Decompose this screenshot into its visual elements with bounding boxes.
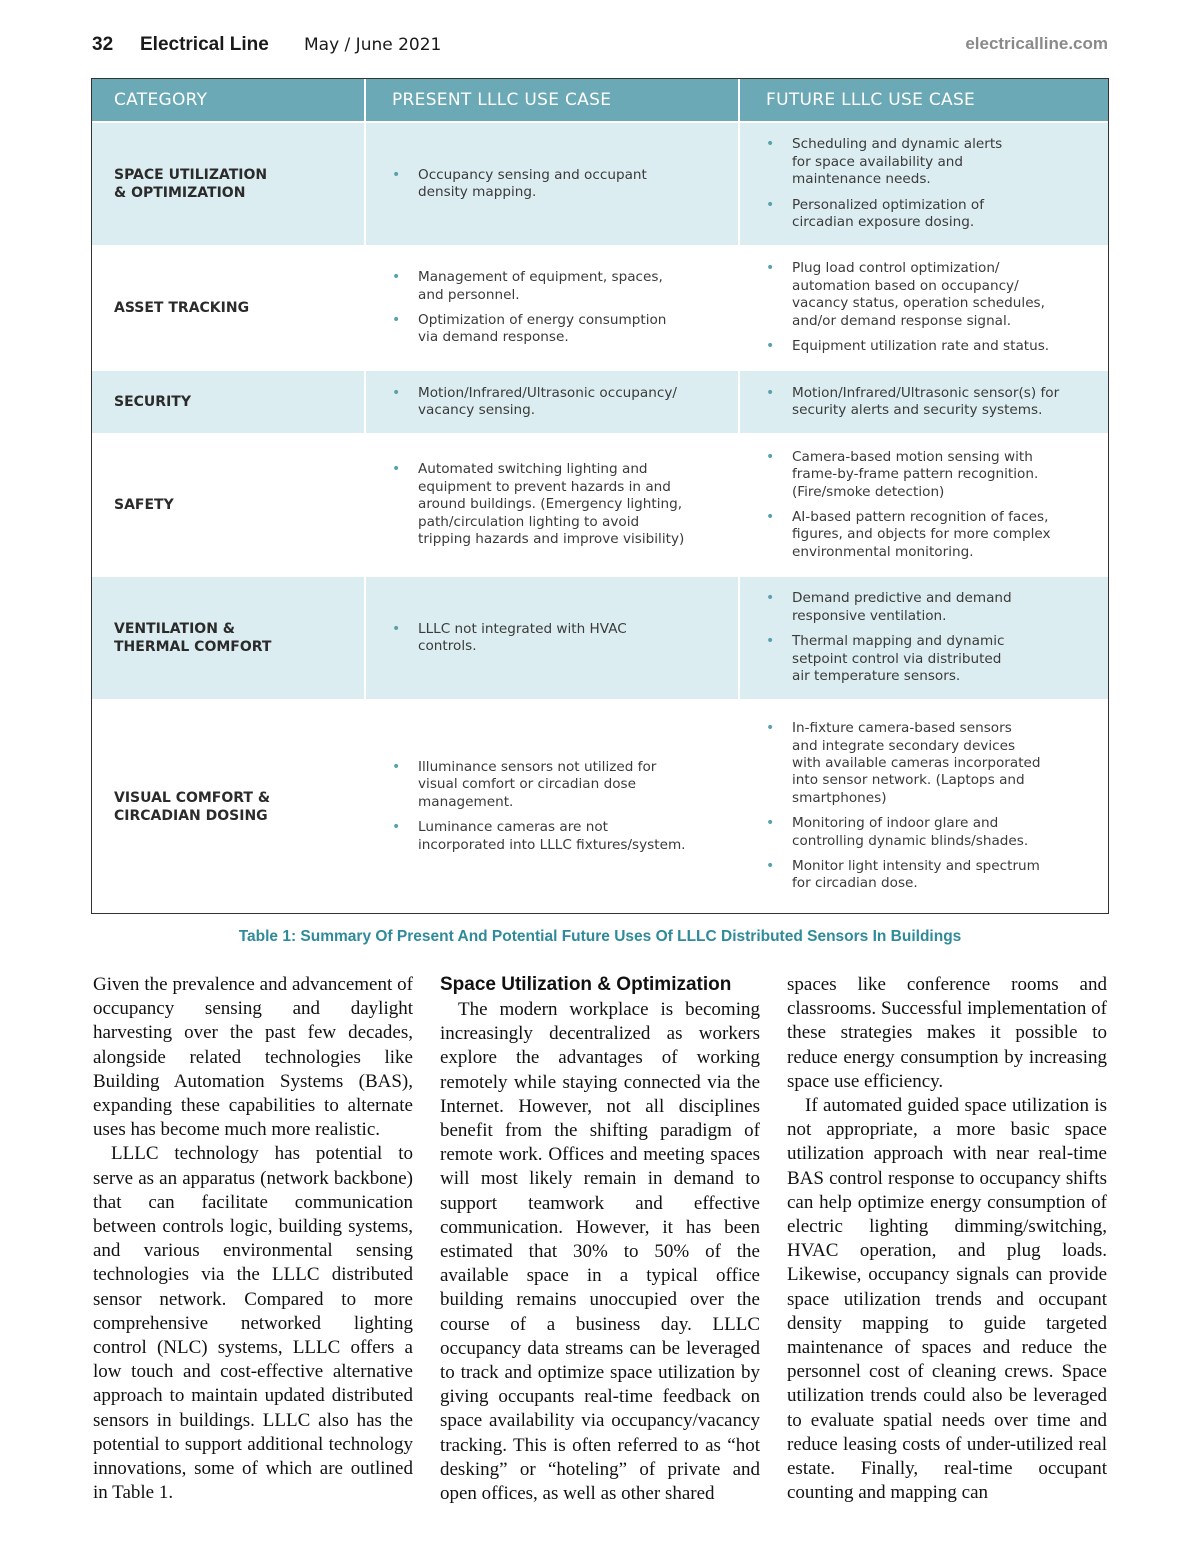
article-column-2	[440, 973, 760, 1506]
bullet-icon: •	[766, 260, 775, 277]
issue-date: May / June 2021	[304, 35, 442, 55]
bullet-item: • Luminance cameras are not incorporated into LLLC fixtures/system.	[392, 819, 686, 853]
bullet-icon: •	[766, 448, 775, 465]
bullet-icon: •	[766, 384, 775, 401]
row-category: VENTILATION & THERMAL COMFORT	[114, 621, 272, 655]
paragraph: If automated guided space utilization is not appropriate, a more basic space utilization approach with near real-time BAS control response to occupancy shifts can help optimize energy consumption of electric lighting dimming/switching, HVAC operation, and plug loads. Likewise, occupancy signals can provide space utilization trends and occupant density mapping to guide targeted maintenance of spaces and reduce the personnel cost of cleaning crews. Space utilization trends could also be leveraged to evaluate spatial needs over time and reduce leasing costs of under-utilized real estate. Finally, real-time occupant counting and mapping can	[787, 1095, 1107, 1504]
bullet-item: • Personalized optimization of circadian exposure dosing.	[766, 196, 985, 231]
bullet-icon: •	[392, 269, 401, 286]
header-present: PRESENT LLLC USE CASE	[392, 90, 612, 110]
bullet-item: • Motion/Infrared/Ultrasonic occupancy/ vacancy sensing.	[392, 384, 677, 418]
row-category: SAFETY	[114, 497, 174, 513]
bullet-item: • Optimization of energy consumption via demand response.	[392, 312, 667, 346]
bullet-icon: •	[766, 338, 775, 355]
article-column-1	[93, 973, 413, 1505]
bullet-icon: •	[392, 166, 401, 183]
table-row	[92, 123, 1108, 245]
table-row	[92, 246, 1108, 370]
header-category: CATEGORY	[114, 90, 208, 110]
table-row	[92, 371, 1108, 433]
paragraph: spaces like conference rooms and classrooms. Successful implementation of these strategies makes it possible to reduce energy consumption by increasing space use efficiency.	[787, 974, 1107, 1092]
bullet-item: • Management of equipment, spaces, and personnel.	[392, 269, 663, 303]
magazine-name: Electrical Line	[140, 34, 269, 55]
bullet-item: • LLLC not integrated with HVAC controls.	[392, 620, 627, 654]
bullet-icon: •	[766, 633, 775, 650]
bullet-item: • AI-based pattern recognition of faces, figures, and objects for more complex environmental monitoring.	[766, 509, 1051, 560]
bullet-icon: •	[392, 620, 401, 637]
bullet-item: • Occupancy sensing and occupant density mapping.	[392, 166, 647, 200]
bullet-item: • Motion/Infrared/Ultrasonic sensor(s) for security alerts and security systems.	[766, 384, 1060, 418]
table-header-row	[92, 79, 1108, 121]
page-number: 32	[92, 34, 114, 55]
bullet-item: • In-fixture camera-based sensors and integrate secondary devices with available cameras incorporated into sensor network. (Laptops and smartphones)	[766, 720, 1041, 806]
section-heading: Space Utilization & Optimization	[440, 974, 732, 995]
bullet-item: • Illuminance sensors not utilized for visual comfort or circadian dose management.	[392, 758, 657, 810]
bullet-item: • Scheduling and dynamic alerts for space availability and maintenance needs.	[766, 136, 1003, 188]
paragraph: LLLC technology has potential to serve as an apparatus (network backbone) that can facilitate communication between controls logic, building systems, and various environmental sensing technologies via the LLLC distributed sensor network. Compared to more comprehensive networked lighting control (NLC) systems, LLLC offers a low touch and cost-effective alternative approach to maintain updated distributed sensors in buildings. LLLC also has the potential to support additional technology innovations, some of which are outlined in Table 1.	[93, 1143, 413, 1504]
row-category: SECURITY	[114, 394, 191, 410]
row-category: VISUAL COMFORT & CIRCADIAN DOSING	[114, 789, 271, 824]
paragraph: The modern workplace is becoming increasingly decentralized as workers explore the advantages of working remotely while staying connected via the Internet. However, not all disciplines benefit from the shifting paradigm of remote work. Offices and meeting spaces will most likely remain in demand to support teamwork and effective communication. However, it has been estimated that 30% to 50% of the available space in a typical office building remains unoccupied over the course of a business day. LLLC occupancy data streams can be leveraged to track and optimize space utilization by giving occupants real-time feedback on space availability via occupancy/vacancy tracking. This is often referred to as “hot desking” or “hoteling” of private and open offices, as well as other shared	[440, 999, 760, 1505]
bullet-icon: •	[766, 720, 775, 737]
table-row	[92, 700, 1108, 913]
summary-table	[91, 78, 1109, 914]
row-category: ASSET TRACKING	[114, 300, 250, 316]
bullet-icon: •	[392, 819, 401, 836]
table-row	[92, 577, 1108, 699]
bullet-item: • Monitoring of indoor glare and controlling dynamic blinds/shades.	[766, 815, 1029, 849]
bullet-item: • Automated switching lighting and equipment to prevent hazards in and around buildings. (Emergency lighting, path/circulation lighting to avoid tripping hazards and improve visibility)	[392, 461, 685, 548]
bullet-icon: •	[766, 815, 775, 832]
bullet-icon: •	[766, 590, 775, 607]
bullet-icon: •	[766, 136, 775, 153]
bullet-icon: •	[392, 758, 401, 775]
bullet-item: • Plug load control optimization/ automation based on occupancy/ vacancy status, operation schedules, and/or demand response signal.	[766, 260, 1045, 329]
bullet-item: • Equipment utilization rate and status.	[766, 338, 1050, 355]
row-category: SPACE UTILIZATION & OPTIMIZATION	[114, 167, 268, 201]
bullet-icon: •	[392, 384, 401, 401]
bullet-icon: •	[766, 196, 775, 213]
header-future: FUTURE LLLC USE CASE	[766, 90, 976, 110]
bullet-icon: •	[766, 858, 775, 875]
paragraph: Given the prevalence and advancement of occupancy sensing and daylight harvesting over the past few decades, alongside related technologies like Building Automation Systems (BAS), expanding these capabilities to alternate uses has become much more realistic.	[93, 974, 413, 1141]
table-row	[92, 434, 1108, 576]
bullet-item: • Demand predictive and demand responsive ventilation.	[766, 590, 1012, 624]
bullet-icon: •	[766, 509, 775, 525]
bullet-item: • Camera-based motion sensing with frame-by-frame pattern recognition. (Fire/smoke detection)	[766, 448, 1039, 500]
bullet-item: • Monitor light intensity and spectrum for circadian dose.	[766, 858, 1040, 892]
bullet-item: • Thermal mapping and dynamic setpoint control via distributed air temperature sensors.	[766, 633, 1005, 685]
bullet-icon: •	[392, 461, 401, 478]
table-caption: Table 1: Summary Of Present And Potential Future Uses Of LLLC Distributed Sensors In Buildings	[238, 928, 962, 945]
bullet-icon: •	[392, 312, 401, 328]
website-url: electricalline.com	[965, 34, 1108, 53]
page-header	[92, 30, 1108, 60]
article-column-3	[787, 973, 1107, 1505]
